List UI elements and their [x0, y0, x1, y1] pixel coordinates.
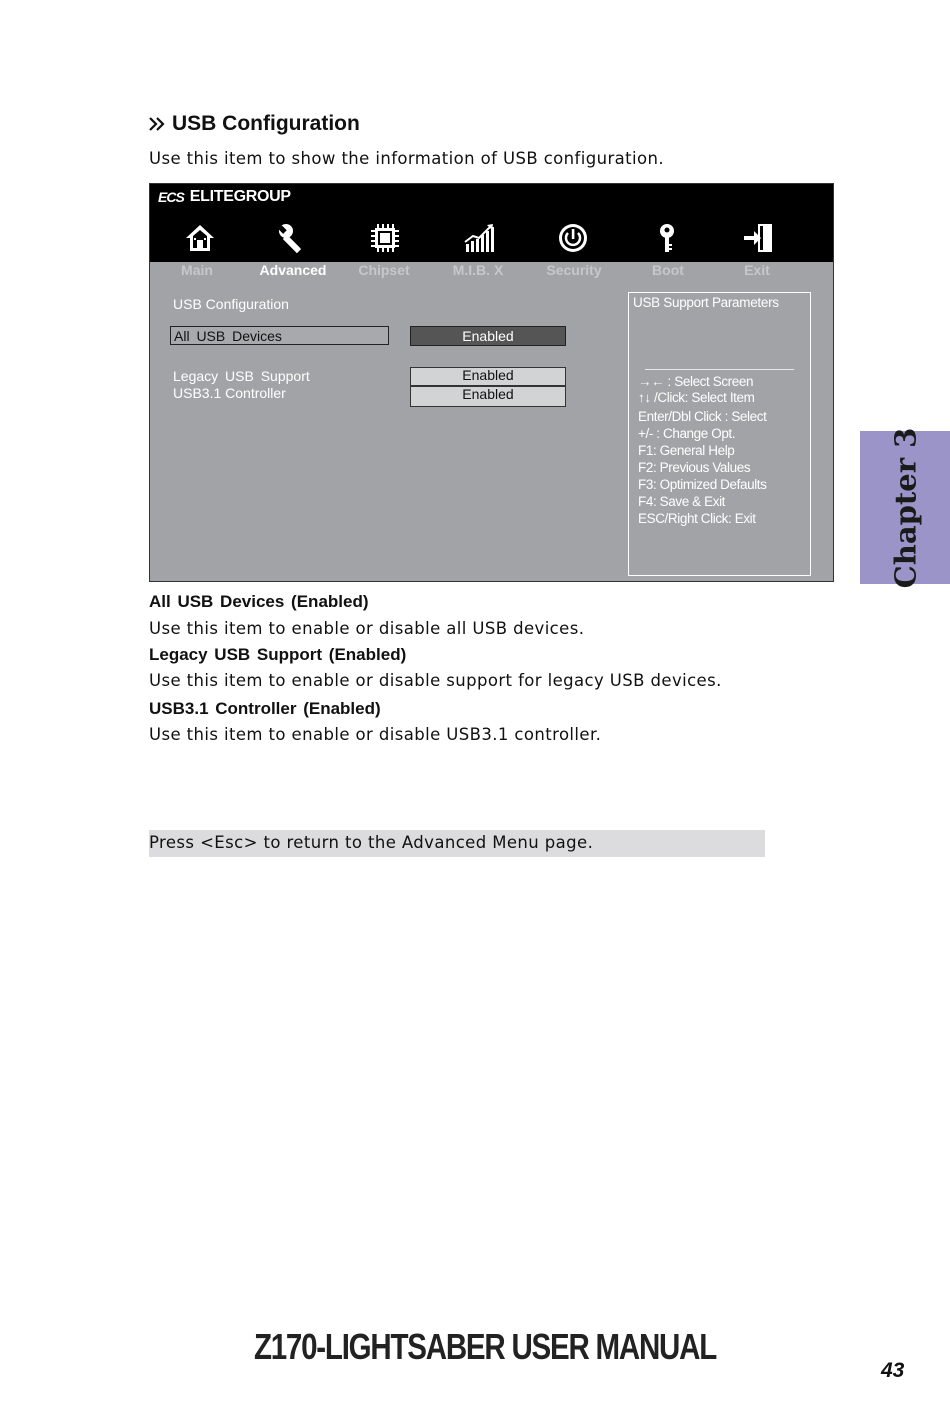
item-desc-legacy-usb-support: Use this item to enable or disable support for legacy USB devices.: [149, 671, 722, 690]
value-usb31-controller[interactable]: Enabled: [410, 386, 566, 407]
help-line: F1: General Help: [638, 443, 735, 458]
option-legacy-usb-support[interactable]: Legacy USB Support: [173, 368, 310, 384]
help-line: Enter/Dbl Click : Select: [638, 409, 767, 424]
item-title-legacy-usb-support: Legacy USB Support (Enabled): [149, 645, 407, 664]
tab-main[interactable]: Main: [181, 262, 213, 278]
help-line: F2: Previous Values: [638, 460, 751, 475]
tab-chipset[interactable]: Chipset: [358, 262, 410, 278]
section-description: Use this item to show the information of USB configuration.: [149, 149, 664, 168]
ecs-logo: ECS: [158, 189, 184, 205]
page-number: 43: [881, 1359, 905, 1382]
tab-exit[interactable]: Exit: [744, 262, 770, 278]
tab-boot[interactable]: Boot: [652, 262, 684, 278]
help-divider: [645, 369, 794, 370]
bios-page-heading: USB Configuration: [173, 296, 289, 312]
key-icon[interactable]: [651, 222, 683, 254]
section-heading: [148, 112, 360, 136]
item-desc-all-usb-devices: Use this item to enable or disable all USB devices.: [149, 619, 585, 638]
value-legacy-usb-support[interactable]: Enabled: [410, 367, 566, 386]
item-title-usb31-controller: USB3.1 Controller (Enabled): [149, 699, 381, 718]
manual-title: Z170-LIGHTSABER USER MANUAL: [253, 1326, 717, 1367]
tab-security[interactable]: Security: [546, 262, 602, 278]
chapter-tab: [860, 427, 950, 588]
return-note: Press <Esc> to return to the Advanced Menu page.: [149, 833, 594, 852]
value-all-usb-devices[interactable]: Enabled: [410, 326, 566, 346]
chip-icon[interactable]: [369, 222, 401, 254]
brand-name: ELITEGROUP: [189, 188, 291, 205]
help-line: ESC/Right Click: Exit: [638, 511, 756, 526]
performance-chart-icon[interactable]: [463, 222, 495, 254]
bios-header-bar: [150, 184, 833, 262]
option-usb31-controller[interactable]: USB3.1 Controller: [173, 385, 286, 401]
exit-door-icon[interactable]: [742, 222, 774, 254]
item-title-all-usb-devices: All USB Devices (Enabled): [149, 592, 369, 611]
brand: [158, 188, 291, 206]
section-title: USB Configuration: [172, 112, 360, 135]
chapter-label: Chapter 3: [888, 427, 923, 588]
help-line: F4: Save & Exit: [638, 494, 726, 509]
return-note-bar: [149, 830, 765, 857]
tab-advanced[interactable]: Advanced: [259, 262, 327, 278]
home-icon[interactable]: [184, 222, 216, 254]
help-line: ↑↓ /Click: Select Item: [638, 390, 755, 405]
double-chevron-icon: [148, 116, 168, 132]
wrench-icon[interactable]: [277, 222, 309, 254]
power-lock-icon[interactable]: [557, 222, 589, 254]
help-panel: [628, 292, 811, 576]
tab-mibx[interactable]: M.I.B. X: [452, 262, 504, 278]
help-line: +/- : Change Opt.: [638, 426, 736, 441]
item-desc-usb31-controller: Use this item to enable or disable USB3.1 controller.: [149, 725, 602, 744]
help-title: USB Support Parameters: [633, 295, 779, 310]
option-all-usb-devices[interactable]: All USB Devices: [170, 326, 389, 345]
help-line: →← : Select Screen: [638, 374, 754, 389]
bios-screenshot: [149, 183, 834, 582]
help-line: F3: Optimized Defaults: [638, 477, 767, 492]
